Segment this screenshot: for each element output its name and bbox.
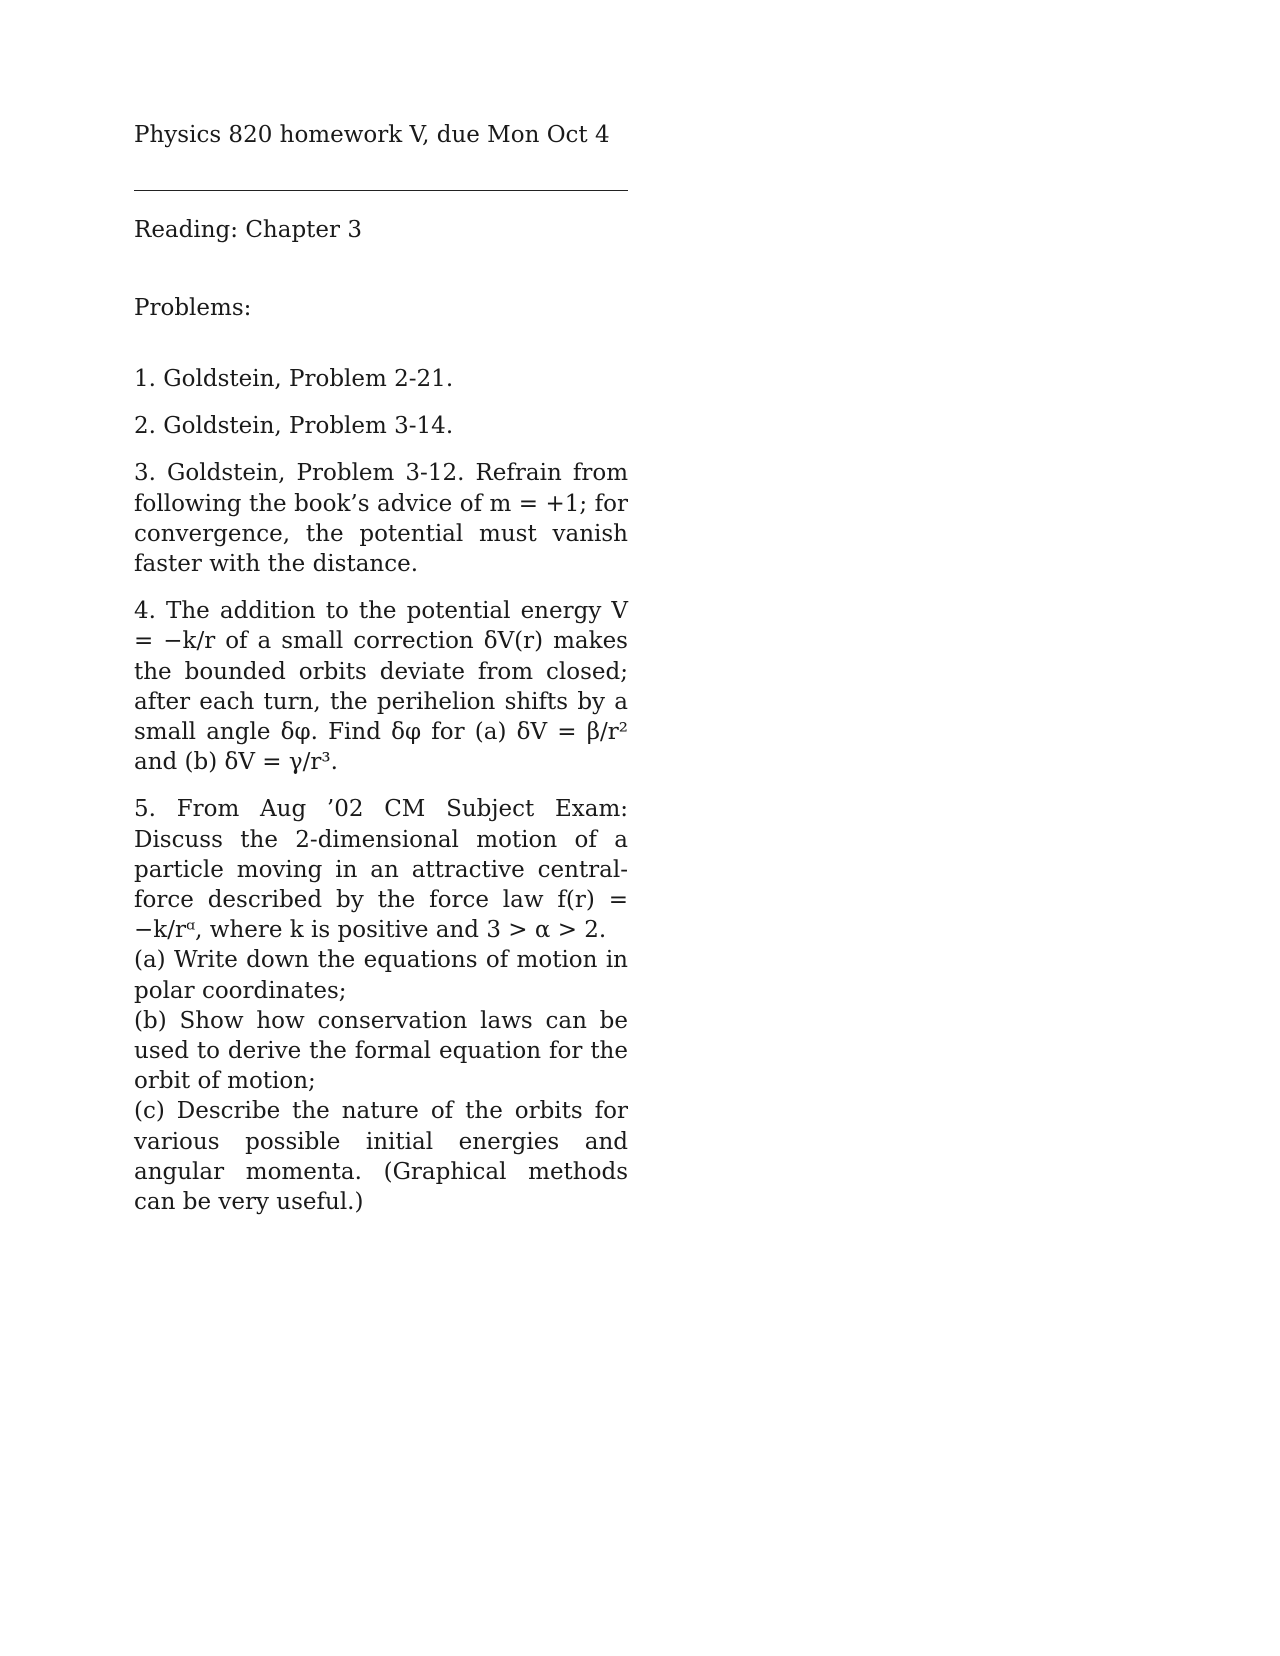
problem-number: 5. bbox=[134, 796, 156, 823]
problem-item-4 bbox=[134, 596, 628, 777]
problem-number: 3. bbox=[134, 460, 156, 487]
problem-text: Goldstein, Problem 2-21. bbox=[163, 366, 454, 392]
problem-subpart-b: (b) Show how conservation laws can be used to derive the formal equation for the orbit of motion; bbox=[134, 1007, 628, 1095]
problem-item-3 bbox=[134, 458, 628, 579]
problem-item-1 bbox=[134, 364, 628, 394]
problem-list bbox=[134, 364, 628, 1234]
problem-text: Goldstein, Problem 3-14. bbox=[163, 413, 454, 440]
problem-number: 4. bbox=[134, 598, 156, 625]
problem-text: The addition to the potential energy V = −k/r of a small correction δV(r) makes the bounded orbits deviate from closed; after each turn, the perihelion shifts by a small angle δφ. Find δφ for (a) δV = β/r² and (b) δV = γ/r³. bbox=[134, 598, 628, 776]
problem-number: 2. bbox=[134, 413, 156, 440]
problem-number: 1. bbox=[134, 366, 156, 392]
problems-heading: Problems: bbox=[134, 295, 252, 321]
reading-assignment: Reading: Chapter 3 bbox=[134, 217, 362, 243]
problem-item-5 bbox=[134, 794, 628, 1217]
page-title: Physics 820 homework V, due Mon Oct 4 bbox=[134, 122, 610, 148]
problem-subpart-c: (c) Describe the nature of the orbits for various possible initial energies and angular momenta. (Graphical methods can be very useful.) bbox=[134, 1098, 628, 1216]
problem-subpart-a: (a) Write down the equations of motion in polar coordinates; bbox=[134, 947, 628, 1004]
problem-item-2 bbox=[134, 411, 628, 441]
problem-text: From Aug ’02 CM Subject Exam: Discuss the 2-dimensional motion of a particle moving in an attractive central-force described by the force law f(r) = −k/rᵅ, where k is positive and 3 > α > 2. bbox=[134, 796, 628, 944]
problem-text: Goldstein, Problem 3-12. Refrain from following the book’s advice of m = +1; for convergence, the potential must vanish faster with the distance. bbox=[134, 460, 629, 578]
horizontal-rule bbox=[134, 190, 628, 191]
